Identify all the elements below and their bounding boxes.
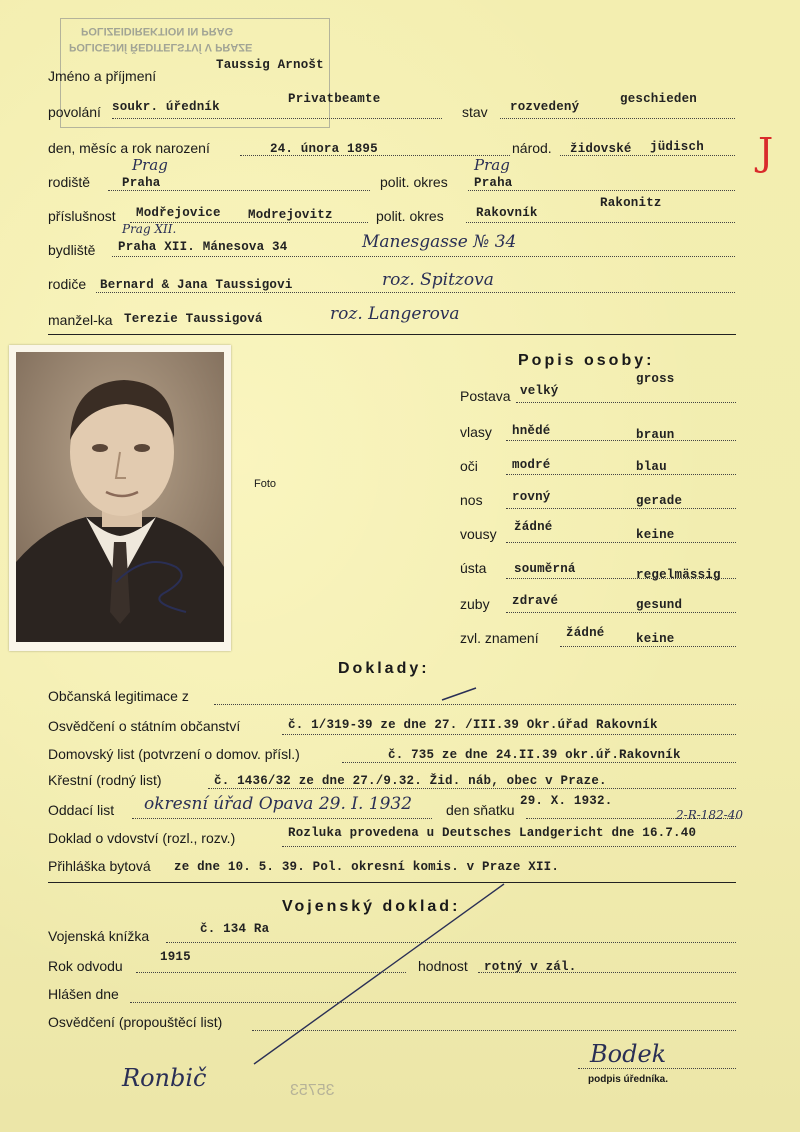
manzel-value: Terezie Taussigová	[124, 312, 263, 326]
cancel-stroke	[250, 880, 510, 1070]
povolani-dots	[112, 118, 442, 119]
narozeni-dots	[240, 155, 510, 156]
osvedceni-dots	[282, 734, 736, 735]
stav-de: geschieden	[620, 92, 698, 106]
popis-label-3: nos	[460, 492, 483, 508]
knizka-label: Vojenská knížka	[48, 928, 150, 944]
prislusnost-dots	[130, 222, 368, 223]
oddaci-label: Oddací list	[48, 802, 115, 818]
stav-value: rozvedený	[510, 100, 580, 114]
osvedceni-value: č. 1/319-39 ze dne 27. /III.39 Okr.úřad Rakovník	[288, 718, 658, 732]
povolani-de: Privatbeamte	[288, 92, 381, 106]
j-mark: J	[758, 130, 774, 174]
podpis-label: podpis úředníka.	[588, 1074, 669, 1085]
oddaci-dots	[132, 818, 432, 819]
prihlaska-label: Přihláška bytová	[48, 858, 151, 874]
stav-label: stav	[462, 104, 488, 120]
bydliste-value: Praha XII. Mánesova 34	[118, 240, 288, 254]
popis-dots-3	[506, 508, 736, 509]
portrait-photo	[16, 352, 224, 642]
prislusnost-value: Modřejovice	[136, 206, 221, 220]
popis-dots-2	[506, 474, 736, 475]
popis-value-6: zdravé	[512, 594, 559, 608]
popis-de-3: gerade	[636, 494, 683, 508]
popis-de-5: regelmässig	[636, 568, 721, 582]
domovsky-value: č. 735 ze dne 24.II.39 okr.úř.Rakovník	[388, 748, 681, 762]
stav-dots	[500, 118, 735, 119]
domovsky-label: Domovský list (potvrzení o domov. přísl.)	[48, 746, 300, 762]
popis-label-7: zvl. znamení	[460, 630, 539, 646]
popis-value-3: rovný	[512, 490, 551, 504]
doklady-title: Doklady:	[338, 660, 430, 677]
popis-dots-0	[516, 402, 736, 403]
polit-okres2-de: Rakonitz	[600, 196, 662, 210]
rodiste-hw: Prag	[132, 156, 168, 174]
popis-label-6: zuby	[460, 596, 490, 612]
polit-okres-value: Praha	[474, 176, 513, 190]
hodnost-value: rotný v zál.	[484, 960, 577, 974]
osvedceni-label: Osvědčení o státním občanství	[48, 718, 241, 734]
header-rule	[48, 334, 736, 335]
narozeni-value: 24. února 1895	[270, 142, 378, 156]
rodiste-dots	[108, 190, 370, 191]
krestni-value: č. 1436/32 ze dne 27./9.32. Žid. náb, obec v Praze.	[214, 774, 607, 788]
prislusnost-value2: Modrejovitz	[248, 208, 333, 222]
popis-value-2: modré	[512, 458, 551, 472]
nabozenstvi-value: židovské	[570, 142, 632, 156]
krestni-label: Křestní (rodný list)	[48, 772, 162, 788]
bydliste-label: bydliště	[48, 242, 96, 258]
nabozenstvi-dots	[560, 155, 735, 156]
osvedceni-vojenske-label: Osvědčení (propouštěcí list)	[48, 1014, 223, 1030]
manzel-label: manžel-ka	[48, 312, 113, 328]
portrait-illustration	[16, 352, 224, 642]
popis-de-7: keine	[636, 632, 675, 646]
rodice-label: rodiče	[48, 276, 87, 292]
nabozenstvi-label: národ.	[512, 140, 552, 156]
rodice-hw: roz. Spitzova	[382, 270, 494, 290]
legitimace-label: Občanská legitimace z	[48, 688, 189, 704]
popis-dots-6	[506, 612, 736, 613]
hodnost-dots	[478, 972, 736, 973]
popis-label-1: vlasy	[460, 424, 492, 440]
polit-okres-label: polit. okres	[380, 174, 448, 190]
popis-value-5: souměrná	[514, 562, 576, 576]
bydliste-dots	[112, 256, 735, 257]
rodice-value: Bernard & Jana Taussigovi	[100, 278, 293, 292]
snatku-value: 29. X. 1932.	[520, 794, 613, 808]
popis-de-1: braun	[636, 428, 675, 442]
popis-value-4: žádné	[514, 520, 553, 534]
prihlaska-value: ze dne 10. 5. 39. Pol. okresní komis. v Praze XII.	[174, 860, 560, 874]
popis-title: Popis osoby:	[518, 352, 655, 369]
manzel-hw: roz. Langerova	[330, 304, 460, 324]
popis-value-0: velký	[520, 384, 559, 398]
vdovstvi-value: Rozluka provedena u Deutsches Landgericht dne 16.7.40	[288, 826, 697, 840]
popis-de-0: gross	[636, 372, 675, 386]
rodiste-label: rodiště	[48, 174, 91, 190]
popis-dots-7	[560, 646, 736, 647]
snatku-label: den sňatku	[446, 802, 515, 818]
vojensky-title: Vojenský doklad:	[282, 898, 461, 915]
serial-stamp: 35753	[290, 1082, 335, 1099]
legitimace-strike	[440, 686, 480, 702]
popis-label-5: ústa	[460, 560, 487, 576]
prislusnost-label: příslušnost	[48, 208, 116, 224]
popis-label-2: oči	[460, 458, 478, 474]
popis-de-2: blau	[636, 460, 667, 474]
nabozenstvi-de: jüdisch	[650, 140, 704, 154]
prislusnost-hw: Prag XII.	[122, 222, 177, 236]
popis-de-4: keine	[636, 528, 675, 542]
popis-de-6: gesund	[636, 598, 683, 612]
popis-dots-5	[506, 578, 736, 579]
polit-okres-hw: Prag	[474, 156, 510, 174]
rodice-dots	[96, 292, 735, 293]
jmeno-value: Taussig Arnošt	[216, 58, 324, 72]
podpis-dots	[578, 1068, 736, 1069]
vdovstvi-hw: 2-R-182-40	[676, 808, 744, 822]
odvodu-label: Rok odvodu	[48, 958, 123, 974]
rodiste-value: Praha	[122, 176, 161, 190]
photo-frame	[9, 345, 231, 651]
popis-value-7: žádné	[566, 626, 605, 640]
polit-okres-dots	[468, 190, 735, 191]
popis-label-4: vousy	[460, 526, 497, 542]
stamp-line1: POLIZEIDIREKTION IN PRAG	[81, 25, 234, 37]
hodnost-label: hodnost	[418, 958, 468, 974]
popis-label-0: Postava	[460, 388, 511, 404]
popis-value-1: hnědé	[512, 424, 551, 438]
popis-dots-4	[506, 542, 736, 543]
signature-left: Ronbič	[122, 1064, 207, 1092]
vdovstvi-dots	[282, 846, 736, 847]
povolani-label: povolání	[48, 104, 101, 120]
legitimace-dots	[214, 704, 736, 705]
jmeno-label: Jméno a příjmení	[48, 68, 157, 84]
krestni-dots	[208, 788, 736, 789]
oddaci-hw: okresní úřad Opava 29. I. 1932	[144, 794, 413, 814]
vdovstvi-label: Doklad o vdovství (rozl., rozv.)	[48, 830, 236, 846]
polit-okres2-value: Rakovník	[476, 206, 538, 220]
hlasen-label: Hlášen dne	[48, 986, 119, 1002]
polit-okres2-dots	[466, 222, 735, 223]
domovsky-dots	[342, 762, 736, 763]
bydliste-hw: Manesgasse № 34	[362, 232, 517, 252]
signature-right: Bodek	[590, 1040, 667, 1068]
popis-dots-1	[506, 440, 736, 441]
narozeni-label: den, měsíc a rok narození	[48, 140, 210, 156]
stamp-line2: POLICEJNÍ ŘEDITELSTVÍ V PRAZE	[69, 41, 253, 53]
povolani-value: soukr. úředník	[112, 100, 220, 114]
polit-okres2-label: polit. okres	[376, 208, 444, 224]
photo-label: Foto	[254, 478, 277, 490]
odvodu-value: 1915	[160, 950, 191, 964]
knizka-value: č. 134 Ra	[200, 922, 270, 936]
